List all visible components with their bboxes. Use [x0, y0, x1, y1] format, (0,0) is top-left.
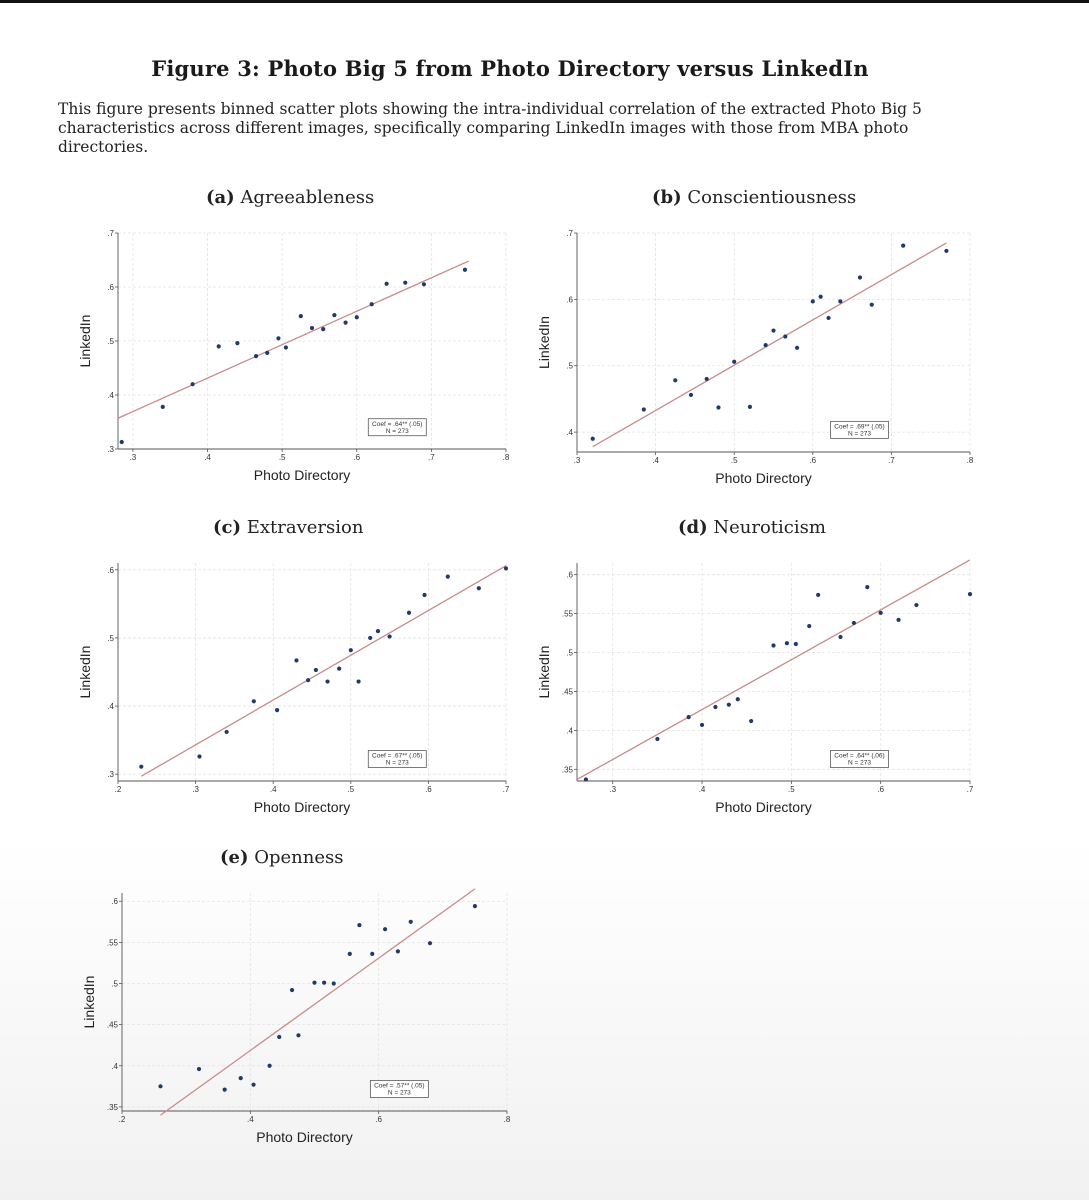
data-point: [357, 923, 361, 927]
x-tick-label: .4: [246, 1115, 254, 1124]
y-tick-label: .6: [566, 570, 573, 580]
x-tick-label: .7: [966, 785, 974, 794]
x-axis-label: Photo Directory: [256, 1129, 353, 1145]
data-point: [396, 949, 400, 953]
x-tick-label: .3: [573, 456, 581, 465]
panel-letter-e: (e): [220, 847, 249, 868]
y-axis-label: LinkedIn: [81, 975, 97, 1029]
n-label: N = 273: [385, 427, 409, 435]
data-point: [312, 981, 316, 985]
y-tick-label: .45: [561, 687, 573, 697]
panel-letter-d: (d): [678, 517, 708, 538]
panel-name-e: Openness: [254, 847, 344, 868]
y-tick-label: .35: [106, 1102, 118, 1112]
x-axis-label: Photo Directory: [253, 467, 351, 483]
data-point: [322, 981, 326, 985]
x-tick-label: .6: [809, 456, 817, 465]
data-point: [332, 981, 336, 985]
coef-label: Coef = .69** (.05): [834, 423, 885, 431]
x-tick-label: .4: [698, 785, 706, 794]
y-tick-label: .5: [107, 633, 114, 643]
x-tick-label: .3: [192, 785, 199, 794]
x-tick-label: .5: [347, 785, 355, 794]
x-tick-label: .4: [652, 456, 659, 465]
y-tick-label: .6: [107, 565, 114, 575]
y-tick-label: .4: [566, 726, 573, 736]
y-tick-label: .5: [566, 648, 573, 658]
x-tick-label: .7: [428, 453, 435, 462]
x-tick-label: .5: [788, 785, 795, 794]
y-tick-label: .4: [107, 702, 114, 712]
data-point: [383, 927, 387, 931]
n-label: N = 273: [848, 430, 871, 438]
x-tick-label: .8: [502, 453, 510, 462]
y-axis-label: LinkedIn: [536, 316, 552, 369]
panel-letter-a: (a): [206, 187, 235, 208]
y-tick-label: .6: [111, 897, 118, 907]
data-point: [277, 1035, 281, 1039]
data-point: [348, 952, 352, 956]
figure-title: Figure 3: Photo Big 5 from Photo Directory versus LinkedIn: [151, 56, 869, 81]
panel-name-c: Extraversion: [246, 517, 364, 538]
panel-letter-b: (b): [652, 187, 682, 208]
panel-name-a: Agreeableness: [240, 187, 375, 208]
data-point: [473, 904, 477, 908]
data-point: [158, 1084, 162, 1088]
data-point: [409, 920, 413, 924]
y-tick-label: .4: [111, 1061, 118, 1071]
x-tick-label: .8: [503, 1115, 511, 1124]
data-point: [370, 952, 374, 956]
data-point: [251, 1083, 255, 1087]
x-tick-label: .2: [114, 785, 122, 794]
coef-label: Coef = .64** (.05): [372, 420, 423, 428]
x-tick-label: .3: [609, 785, 617, 794]
x-tick-label: .7: [502, 785, 510, 794]
x-tick-label: .5: [730, 456, 738, 465]
y-tick-label: .35: [561, 765, 573, 775]
x-tick-label: .6: [353, 453, 361, 462]
y-axis-label: LinkedIn: [536, 645, 552, 699]
y-tick-label: .6: [107, 283, 114, 292]
panel-letter-c: (c): [213, 517, 241, 538]
x-tick-label: .6: [877, 785, 885, 794]
n-label: N = 273: [385, 759, 409, 767]
y-tick-label: .6: [566, 295, 573, 305]
x-tick-label: .5: [278, 453, 286, 462]
panel-name-b: Conscientiousness: [687, 187, 857, 208]
data-point: [239, 1076, 243, 1080]
data-point: [197, 1067, 201, 1071]
panel-name-d: Neuroticism: [713, 517, 826, 538]
x-tick-label: .6: [375, 1115, 383, 1124]
y-tick-label: .7: [566, 229, 573, 238]
coef-label: Coef = .64** (.06): [834, 752, 885, 760]
x-tick-label: .2: [118, 1115, 126, 1124]
data-point: [428, 941, 432, 945]
y-tick-label: .7: [107, 229, 114, 238]
y-tick-label: .5: [107, 337, 114, 346]
y-tick-label: .3: [107, 445, 114, 454]
n-label: N = 273: [387, 1089, 411, 1097]
y-tick-label: .55: [561, 609, 573, 619]
y-axis-label: LinkedIn: [77, 314, 93, 368]
x-tick-label: .6: [425, 785, 432, 794]
coef-label: Coef = .57** (.05): [374, 1082, 425, 1090]
x-tick-label: .4: [269, 785, 277, 794]
y-tick-label: .5: [566, 361, 573, 371]
x-axis-label: Photo Directory: [715, 799, 812, 815]
data-point: [267, 1064, 271, 1068]
y-axis-label: LinkedIn: [77, 645, 93, 699]
x-axis-label: Photo Directory: [715, 470, 812, 486]
x-tick-label: .4: [204, 453, 211, 462]
y-tick-label: .4: [566, 428, 573, 438]
data-point: [223, 1088, 227, 1092]
y-tick-label: .55: [106, 938, 118, 948]
data-point: [290, 988, 294, 992]
x-axis-label: Photo Directory: [253, 799, 351, 815]
n-label: N = 273: [848, 759, 871, 767]
x-tick-label: .8: [966, 456, 974, 465]
data-point: [296, 1033, 300, 1037]
x-tick-label: .7: [888, 456, 895, 465]
y-tick-label: .4: [107, 391, 114, 400]
coef-label: Coef = .67** (.05): [372, 752, 423, 760]
x-tick-label: .3: [129, 453, 137, 462]
y-tick-label: .5: [111, 979, 118, 989]
figure-caption: This figure presents binned scatter plots showing the intra-individual correlation of the extracted Photo Big 5 characteristics across different images, specifically comparing LinkedIn images with those from MBA photo directories.: [58, 100, 922, 156]
y-tick-label: .3: [107, 770, 114, 780]
y-tick-label: .45: [106, 1020, 118, 1030]
